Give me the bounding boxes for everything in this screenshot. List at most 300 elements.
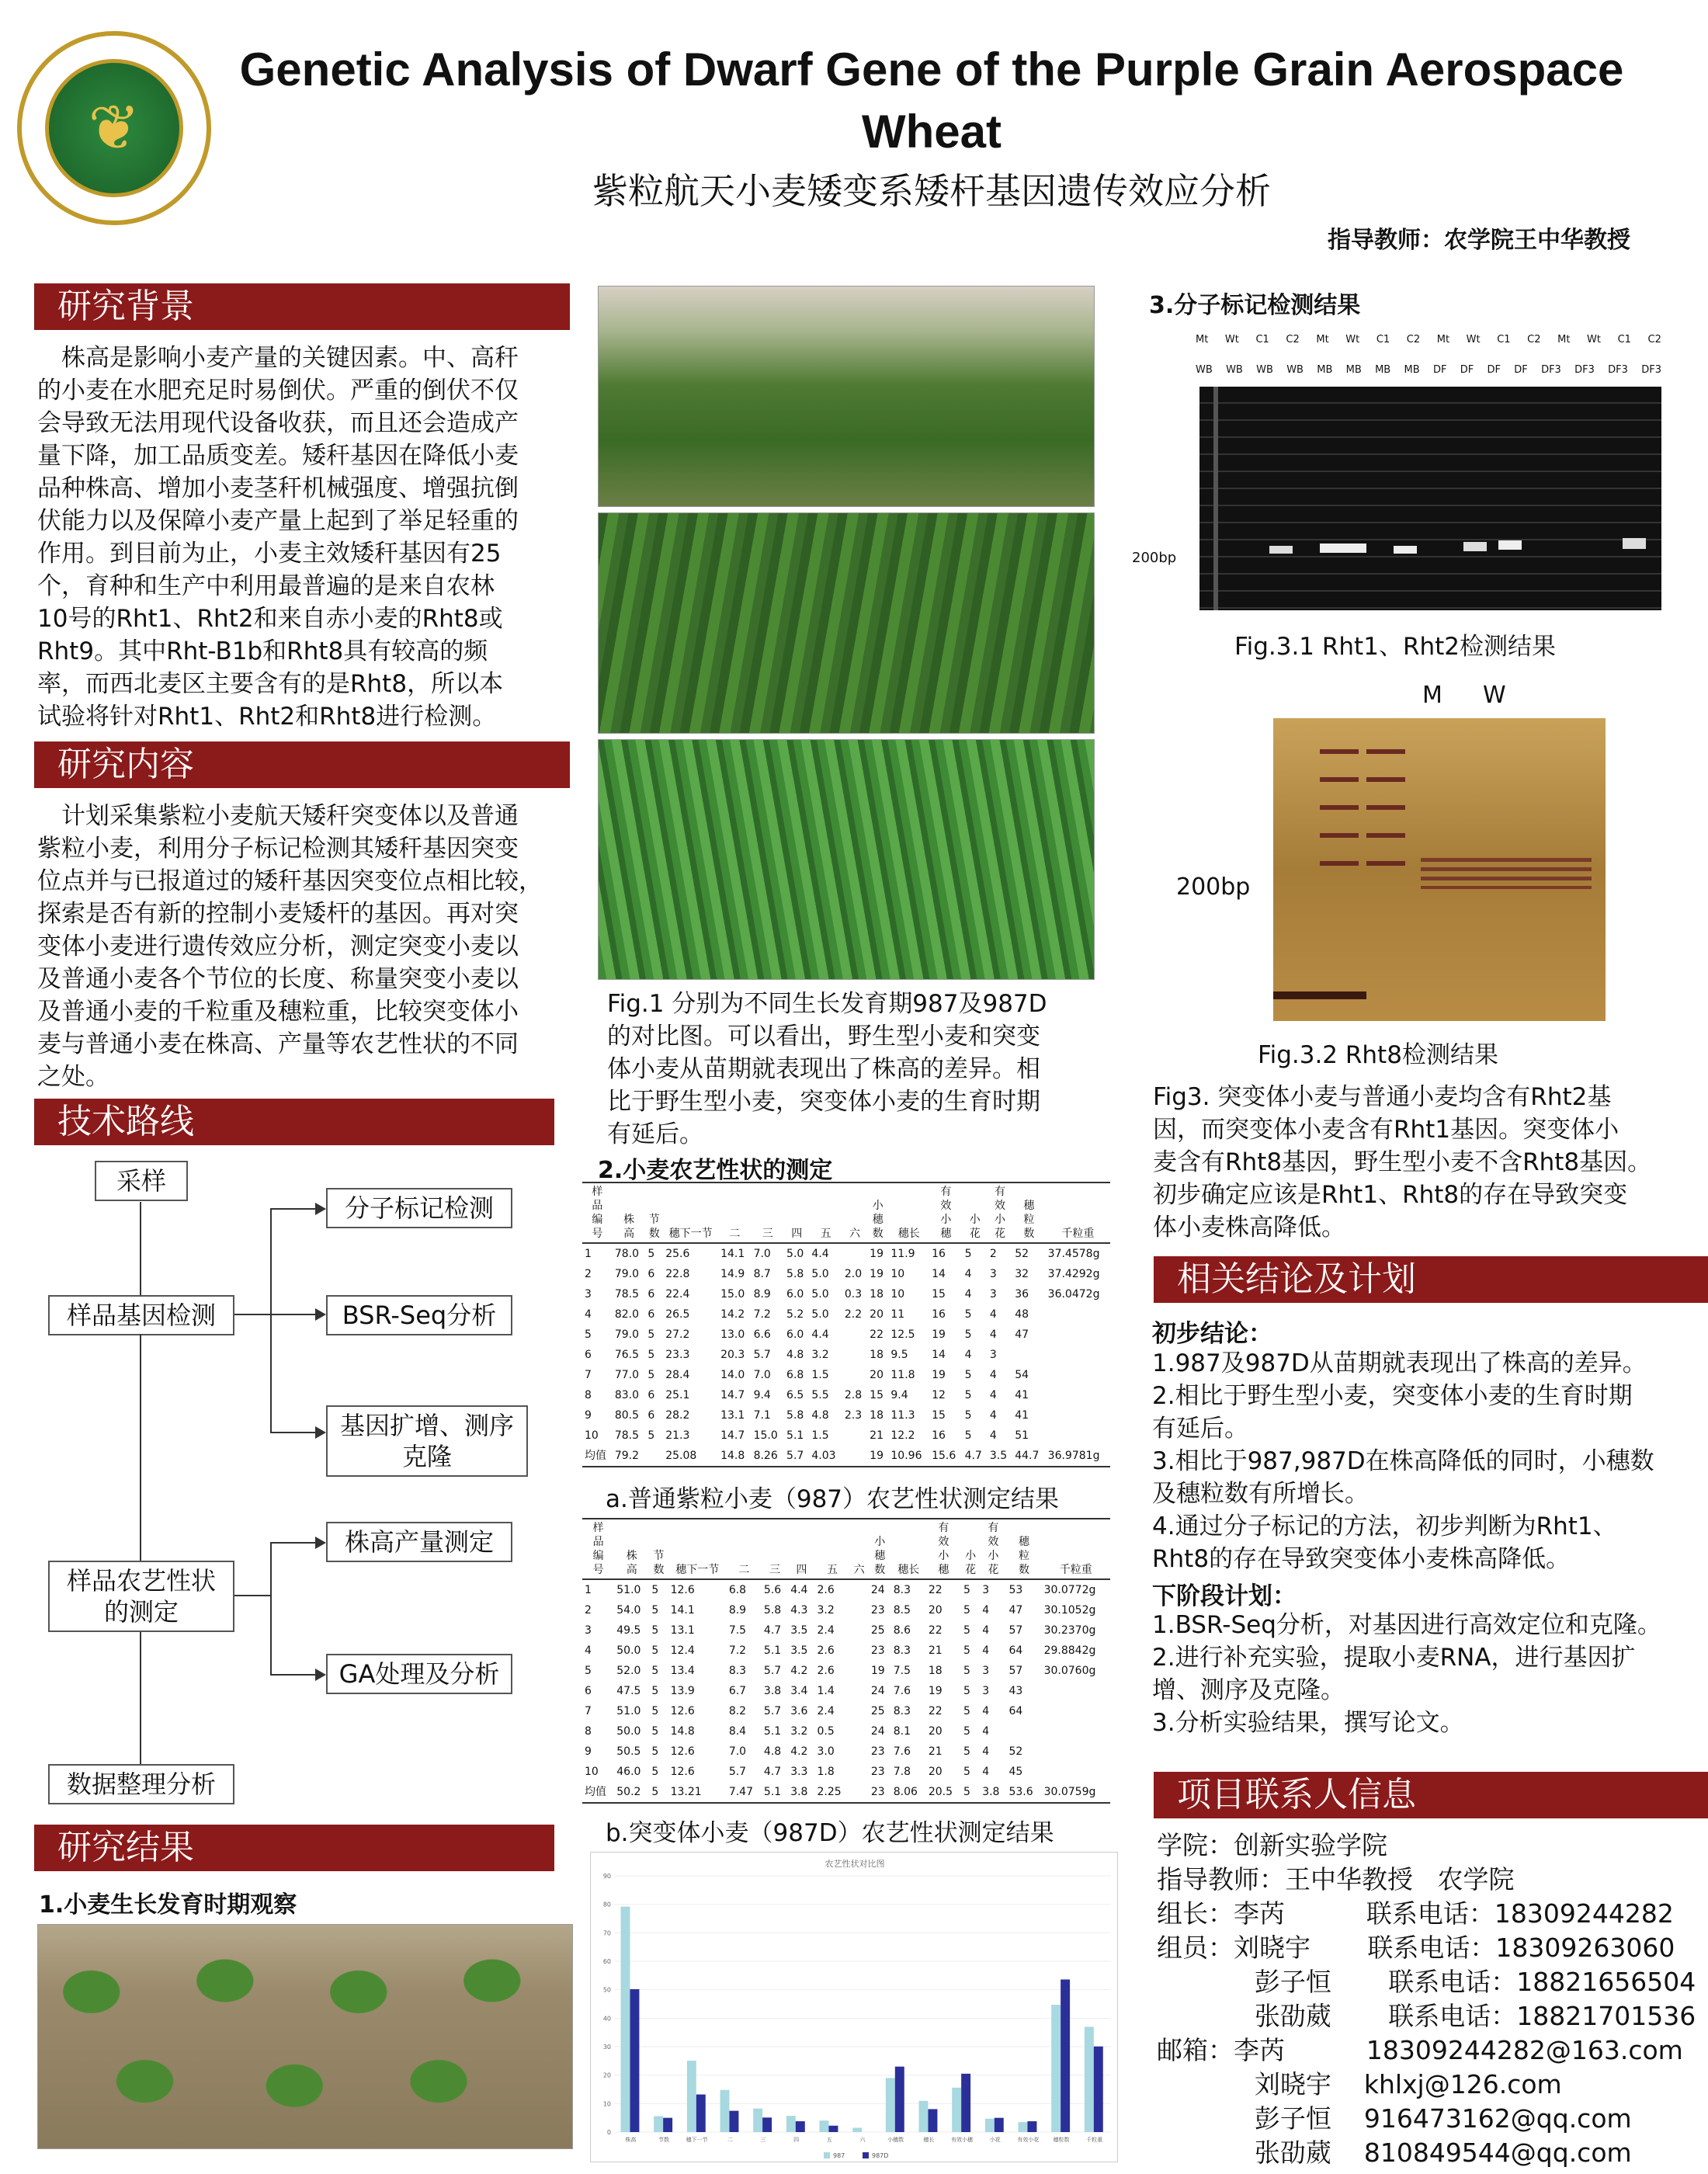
table-cell: 30.0760g: [1043, 1665, 1096, 1677]
table-cell: 3.0: [817, 1745, 835, 1758]
chart-bar: [753, 2109, 762, 2132]
contact-line: 邮箱：李芮 18309244282@163.com: [1157, 2035, 1683, 2065]
lane-label: WB: [1256, 364, 1273, 376]
table-cell: 6: [585, 1685, 592, 1697]
table-cell: 4: [982, 1766, 990, 1778]
table-cell: 8.06: [891, 1782, 926, 1803]
background-line: 个，育种和生产中利用最普遍的是来自农林: [37, 572, 495, 600]
table-cell: 76.5: [614, 1349, 640, 1361]
table-cell: 30.1052g: [1043, 1604, 1096, 1617]
prelim-list: [1152, 1347, 1708, 1575]
table-cell: 5: [964, 1328, 972, 1341]
table-cell: 2: [989, 1248, 997, 1260]
table-cell: 5: [651, 1584, 659, 1596]
y-tick-label: 80: [602, 1901, 611, 1908]
table-row: [582, 1721, 1110, 1742]
table-cell: 23.3: [665, 1349, 690, 1361]
x-tick-label: 五: [826, 2137, 832, 2143]
table-cell: 均值: [582, 1446, 613, 1467]
flow-amplify: 基因扩增、测序克隆: [326, 1405, 528, 1477]
x-tick-label: 株高: [625, 2137, 637, 2143]
table-cell: 3.4: [790, 1685, 808, 1697]
table-cell: 3: [989, 1288, 997, 1301]
table-cell: 5: [963, 1725, 970, 1738]
table-cell: 12.4: [670, 1644, 695, 1657]
lane-label: Mt: [1196, 334, 1209, 346]
growth-photo-3: [598, 739, 1095, 980]
flow-height: 株高产量测定: [326, 1522, 512, 1562]
table-cell: [842, 1426, 867, 1446]
table-cell: 50.2: [614, 1782, 649, 1803]
table-cell: 6.0: [786, 1328, 804, 1341]
table-cell: 5: [964, 1248, 972, 1260]
table-cell: 47.5: [616, 1685, 641, 1697]
flow-gene-detect: 样品基因检测: [48, 1295, 234, 1335]
prelim-item: Rht8的存在导致突变体小麦株高降低。: [1152, 1545, 1571, 1573]
content-line: 位点并与已报道过的矮秆基因突变位点相比较，: [37, 867, 543, 895]
chart-bar: [1051, 2005, 1061, 2132]
plan-item: 2.进行补充实验，提取小麦RNA，进行基因扩: [1152, 1644, 1636, 1672]
table-row: [582, 1385, 1110, 1405]
background-line: 会导致无法用现代设备收获，而且还会造成产: [37, 409, 519, 437]
legend-swatch: [863, 2152, 869, 2158]
prelim-item: 2.相比于野生型小麦，突变体小麦的生育时期: [1152, 1382, 1633, 1410]
table-cell: 0.5: [817, 1725, 835, 1738]
table-header: 二: [718, 1183, 751, 1243]
table-cell: 14.8: [670, 1725, 695, 1738]
x-tick-label: 有效小花: [1017, 2137, 1040, 2143]
background-line: 的小麦在水肥充足时易倒伏。严重的倒伏不仅: [37, 377, 519, 405]
table-cell: 54.0: [616, 1604, 641, 1617]
seedling-photo: [37, 1924, 573, 2149]
table-cell: 21: [928, 1644, 943, 1657]
table-cell: 78.5: [614, 1288, 640, 1301]
lane-label: C1: [1255, 334, 1269, 346]
table-cell: 5: [963, 1584, 970, 1596]
table-cell: 4: [585, 1644, 592, 1657]
plan-item: 增、测序及克隆。: [1152, 1676, 1345, 1704]
table-cell: 14.9: [720, 1268, 745, 1280]
table-cell: 77.0: [614, 1369, 640, 1381]
content-line: 计划采集紫粒小麦航天矮秆突变体以及普通: [37, 802, 519, 830]
table-cell: 7.0: [753, 1369, 771, 1381]
y-tick-label: 50: [602, 1986, 611, 1994]
table-cell: 49.5: [616, 1624, 641, 1637]
chart-bar: [720, 2090, 730, 2132]
table-cell: 3.3: [790, 1766, 808, 1778]
chart-bar: [928, 2109, 937, 2132]
flow-line: [140, 1202, 141, 1295]
table-cell: 19: [928, 1685, 943, 1697]
y-tick-label: 60: [602, 1958, 611, 1965]
table-cell: 5: [964, 1409, 972, 1422]
table-cell: 8.3: [893, 1705, 911, 1717]
table-cell: 5.7: [784, 1446, 809, 1467]
flow-line: [270, 1208, 317, 1210]
table-cell: 47: [1008, 1604, 1023, 1617]
table-cell: 5.6: [763, 1584, 782, 1596]
table-row: [582, 1579, 1110, 1600]
lane-label: DF: [1432, 364, 1447, 376]
table-cell: 3: [585, 1288, 592, 1301]
table-cell: [1042, 1721, 1110, 1742]
table-row: [582, 1365, 1110, 1385]
table-cell: 8.9: [728, 1604, 747, 1617]
table-cell: 2: [585, 1268, 592, 1280]
table-cell: 6: [585, 1349, 592, 1361]
table-cell: 64: [1008, 1705, 1023, 1717]
y-tick-label: 10: [602, 2100, 611, 2108]
table-cell: 5: [963, 1766, 970, 1778]
table-cell: 4: [989, 1328, 997, 1341]
table-cell: 30.2370g: [1043, 1624, 1096, 1637]
table-cell: 4.2: [790, 1745, 808, 1758]
table-cell: [1046, 1426, 1110, 1446]
table-cell: 5.5: [811, 1389, 829, 1401]
flow-line: [270, 1674, 317, 1676]
table-cell: 14.8: [718, 1446, 751, 1467]
background-line: 10号的Rht1、Rht2和来自赤小麦的Rht8或: [37, 605, 503, 633]
chart-bar: [952, 2088, 961, 2132]
table-cell: 7.2: [753, 1308, 771, 1321]
table-cell: 7.2: [728, 1644, 747, 1657]
table-cell: 25: [870, 1705, 885, 1717]
table-cell: 5.1: [763, 1725, 782, 1738]
flow-line: [270, 1542, 317, 1544]
table-row: [582, 1345, 1110, 1365]
table-cell: 7: [585, 1705, 592, 1717]
gel2-lane-w: W: [1483, 682, 1506, 709]
table-cell: 28.4: [665, 1369, 690, 1381]
table-cell: 37.4578g: [1047, 1248, 1100, 1260]
table-cell: [842, 1365, 867, 1385]
chart-bar: [762, 2117, 772, 2132]
logo-emblem: [45, 59, 183, 197]
table-cell: 25: [870, 1624, 885, 1637]
table-header: 六: [850, 1519, 869, 1579]
university-logo: [17, 31, 211, 225]
table-cell: 19: [870, 1665, 885, 1677]
table-cell: 4: [964, 1349, 972, 1361]
table-cell: 4.7: [963, 1446, 988, 1467]
table-cell: 22: [870, 1328, 884, 1341]
table-cell: [1006, 1721, 1041, 1742]
table-cell: 5: [647, 1369, 655, 1381]
table-row: [582, 1620, 1110, 1641]
table-cell: [850, 1701, 869, 1721]
table-cell: 7.47: [727, 1782, 762, 1803]
chart-bar: [1085, 2026, 1094, 2132]
gel1-image: [1199, 387, 1661, 610]
contact-line: 彭子恒 联系电话：18821656504: [1157, 1967, 1696, 1997]
table-row: [582, 1782, 1110, 1803]
table-cell: 50.0: [616, 1725, 641, 1738]
table-cell: 53: [1008, 1584, 1023, 1596]
lane-label: C1: [1376, 334, 1390, 346]
table-cell: 均值: [582, 1782, 614, 1803]
table-cell: 5.0: [811, 1308, 829, 1321]
table-cell: 5: [651, 1705, 659, 1717]
table-cell: 14.7: [720, 1429, 745, 1442]
table-header: 节 数: [645, 1183, 663, 1243]
table-cell: 51: [1015, 1429, 1029, 1442]
chart-bar: [786, 2116, 796, 2132]
table-cell: 21.3: [665, 1429, 690, 1442]
x-tick-label: 四: [793, 2137, 800, 2143]
table-cell: [842, 1243, 867, 1264]
table-cell: 15.0: [720, 1288, 745, 1301]
chart-bar: [1027, 2121, 1036, 2132]
table-cell: 5: [651, 1644, 659, 1657]
chart-bar: [687, 2061, 696, 2132]
table-row: [582, 1701, 1110, 1721]
contact-line: 指导教师：王中华教授 农学院: [1157, 1864, 1515, 1894]
table-cell: 7: [585, 1369, 592, 1381]
table-cell: 3: [989, 1349, 997, 1361]
table-header: 穗下一节: [668, 1519, 727, 1579]
table-header: 小 穗 数: [869, 1519, 891, 1579]
table-cell: 20: [928, 1766, 943, 1778]
table-header: 小 花: [961, 1519, 980, 1579]
table-cell: [1012, 1345, 1045, 1365]
fig3-caption-line: 因，而突变体小麦含有Rht1基因。突变体小: [1153, 1116, 1619, 1144]
table-cell: 12: [932, 1389, 946, 1401]
fig3-caption-line: 体小麦株高降低。: [1153, 1214, 1345, 1242]
flow-line: [140, 1334, 141, 1561]
lane-label: DF3: [1641, 364, 1661, 376]
table-header: 穗下一节: [663, 1183, 718, 1243]
flow-line: [270, 1208, 272, 1433]
table-cell: 5: [963, 1745, 970, 1758]
x-tick-label: 有效小穗: [951, 2137, 973, 2143]
table-cell: [850, 1762, 869, 1782]
results-sub3: 3.分子标记检测结果: [1149, 292, 1361, 319]
plan-label: 下阶段计划：: [1152, 1582, 1297, 1610]
table-cell: 50.0: [616, 1644, 641, 1657]
table-cell: 6: [647, 1389, 655, 1401]
table-cell: 5: [961, 1782, 980, 1803]
flow-line: [270, 1432, 317, 1433]
table-cell: 10.96: [888, 1446, 929, 1467]
lane-label: C2: [1647, 334, 1661, 346]
chart-bar: [985, 2119, 995, 2132]
table-cell: [1046, 1405, 1110, 1426]
table-cell: 3.5: [790, 1624, 808, 1637]
x-tick-label: 六: [859, 2137, 866, 2143]
legend-swatch: [824, 2152, 830, 2158]
table-cell: 18: [928, 1665, 943, 1677]
background-line: 作用。到目前为止，小麦主效矮秆基因有25: [37, 540, 502, 568]
arrow-icon: [315, 1203, 326, 1215]
table-cell: 8.3: [893, 1584, 911, 1596]
chart-title: 农艺性状对比图: [824, 1859, 885, 1869]
table-cell: 3.5: [790, 1644, 808, 1657]
table-header: 三: [762, 1519, 788, 1579]
lane-label: Wt: [1345, 334, 1360, 346]
lane-label: C2: [1527, 334, 1541, 346]
legend-label: 987D: [872, 2152, 889, 2159]
table-cell: 5: [647, 1349, 655, 1361]
flow-ga: GA处理及分析: [326, 1654, 512, 1694]
contact-line: 学院：创新实验学院: [1157, 1830, 1387, 1860]
prelim-label: 初步结论：: [1152, 1320, 1272, 1348]
fig1-caption-line: 比于野生型小麦，突变体小麦的生育时期: [607, 1088, 1040, 1116]
table-cell: 36.9781g: [1046, 1446, 1110, 1467]
table-cell: 4.2: [790, 1665, 808, 1677]
background-line: 株高是影响小麦产量的关键因素。中、高秆: [37, 344, 519, 372]
table-cell: 23: [869, 1782, 891, 1803]
table-cell: 20.3: [720, 1349, 745, 1361]
table-cell: 13.1: [720, 1409, 745, 1422]
table-cell: 5: [647, 1328, 655, 1341]
table-cell: 5.7: [753, 1349, 771, 1361]
table-row: [582, 1446, 1110, 1467]
table-cell: 4.8: [811, 1409, 829, 1422]
table-header: 六: [842, 1183, 867, 1243]
table-cell: 6: [647, 1308, 655, 1321]
table-header: 有 效 小 穗: [926, 1519, 961, 1579]
table-cell: 32: [1015, 1268, 1029, 1280]
y-tick-label: 90: [602, 1873, 611, 1880]
contact-line: 张劭葳 810849544@qq.com: [1157, 2138, 1632, 2168]
table-cell: 1.8: [817, 1766, 835, 1778]
table-cell: 2.8: [844, 1389, 863, 1401]
table-cell: 46.0: [616, 1766, 641, 1778]
table-cell: 9: [585, 1409, 592, 1422]
x-tick-label: 三: [760, 2137, 766, 2143]
table-cell: 8.1: [893, 1725, 911, 1738]
table-cell: 52: [1008, 1745, 1023, 1758]
table-cell: 7.6: [893, 1685, 911, 1697]
gel1-lane-labels: [1196, 334, 1661, 376]
table-cell: [850, 1641, 869, 1661]
table-cell: 22.8: [665, 1268, 690, 1280]
table-cell: 1.4: [817, 1685, 835, 1697]
table-cell: 6: [647, 1268, 655, 1280]
table-cell: 36.0472g: [1047, 1288, 1100, 1301]
background-line: 率，而西北麦区主要含有的是Rht8，所以本: [37, 670, 504, 698]
table-cell: 30.0759g: [1042, 1782, 1110, 1803]
fig1-caption-line: Fig.1 分别为不同生长发育期987及987D: [607, 990, 1047, 1018]
table-cell: [842, 1325, 867, 1345]
chart-svg: [591, 1853, 1119, 2163]
table-cell: 18: [870, 1409, 884, 1422]
table-header: 五: [814, 1519, 849, 1579]
table-cell: 7.1: [753, 1409, 771, 1422]
table-cell: 13.0: [720, 1328, 745, 1341]
table-cell: 43: [1008, 1685, 1023, 1697]
fig1-caption: [607, 988, 1104, 1151]
table-cell: 24: [870, 1685, 885, 1697]
table-cell: 4: [989, 1409, 997, 1422]
table-cell: 27.2: [665, 1328, 690, 1341]
table-cell: 78.5: [614, 1429, 640, 1442]
table-cell: 51.0: [616, 1584, 641, 1596]
lane-label: WB: [1226, 364, 1243, 376]
table-cell: 3: [982, 1665, 990, 1677]
table-cell: 9: [585, 1745, 592, 1758]
arrow-icon: [315, 1669, 326, 1681]
prelim-item: 4.通过分子标记的方法，初步判断为Rht1、: [1152, 1512, 1617, 1540]
lane-label: MB: [1375, 364, 1391, 376]
table-cell: 2.25: [814, 1782, 849, 1803]
table-cell: 3: [585, 1624, 592, 1637]
table-cell: 10: [890, 1288, 905, 1301]
chart-bar: [820, 2120, 829, 2132]
table-row: [582, 1661, 1110, 1681]
table-cell: 57: [1008, 1624, 1023, 1637]
section-route-header: 技术路线: [34, 1099, 554, 1145]
section-results-header: 研究结果: [34, 1825, 554, 1871]
gel1-marker-label: 200bp: [1132, 550, 1177, 566]
table-header: 千粒重: [1042, 1519, 1110, 1579]
chart-bar: [1061, 1979, 1070, 2132]
table-cell: 2.2: [844, 1308, 863, 1321]
results-sub2: 2.小麦农艺性状的测定: [598, 1157, 833, 1184]
chart-bar: [729, 2111, 738, 2132]
table-cell: 4.3: [790, 1604, 808, 1617]
table-cell: 57: [1008, 1665, 1023, 1677]
table-cell: 5: [963, 1685, 970, 1697]
table-cell: 6: [647, 1409, 655, 1422]
section-contact-header: 项目联系人信息: [1154, 1772, 1708, 1818]
table-cell: 4: [982, 1624, 990, 1637]
table-cell: 4.8: [786, 1349, 804, 1361]
table-cell: [850, 1661, 869, 1681]
table-cell: [850, 1721, 869, 1742]
table-cell: 3.2: [817, 1604, 835, 1617]
y-tick-label: 20: [602, 2072, 611, 2079]
table-cell: [1042, 1681, 1110, 1701]
table-cell: [1046, 1365, 1110, 1385]
table-cell: 5: [651, 1766, 659, 1778]
table-cell: 12.6: [670, 1705, 695, 1717]
y-tick-label: 70: [602, 1929, 611, 1937]
table-cell: 54: [1015, 1369, 1029, 1381]
table-cell: 41: [1015, 1389, 1029, 1401]
table-cell: 5.8: [786, 1268, 804, 1280]
arrow-icon: [315, 1426, 326, 1439]
table-cell: 5: [964, 1429, 972, 1442]
table-cell: 15.6: [929, 1446, 962, 1467]
table-header: 千粒重: [1046, 1183, 1110, 1243]
chart-bar: [1019, 2122, 1028, 2132]
table-header: 穗 粒 数: [1012, 1183, 1045, 1243]
table-cell: 6: [647, 1288, 655, 1301]
table-cell: 48: [1015, 1308, 1029, 1321]
gel2-caption: Fig.3.2 Rht8检测结果: [1258, 1041, 1498, 1069]
background-line: Rht9。其中Rht-B1b和Rht8具有较高的频: [37, 637, 488, 665]
table-cell: 5.0: [786, 1248, 804, 1260]
content-line: 探索是否有新的控制小麦矮杆的基因。再对突: [37, 900, 519, 928]
chart-bar: [995, 2118, 1004, 2132]
section-conclusion-header: 相关结论及计划: [1154, 1256, 1708, 1303]
flow-bsr: BSR-Seq分析: [326, 1295, 512, 1335]
table-cell: 6.6: [753, 1328, 771, 1341]
table-cell: 14.7: [720, 1389, 745, 1401]
table-cell: 18: [870, 1349, 884, 1361]
table-cell: 3.8: [763, 1685, 782, 1697]
table-cell: [850, 1782, 869, 1803]
contact-line: 刘晓宇 khlxj@126.com: [1157, 2069, 1562, 2099]
table-cell: 12.6: [670, 1766, 695, 1778]
table-header: 二: [727, 1519, 762, 1579]
table-cell: 20: [870, 1308, 884, 1321]
lane-label: Wt: [1587, 334, 1601, 346]
table-row: [582, 1243, 1110, 1264]
table-cell: 29.8842g: [1043, 1644, 1096, 1657]
table-header: 株 高: [613, 1183, 645, 1243]
